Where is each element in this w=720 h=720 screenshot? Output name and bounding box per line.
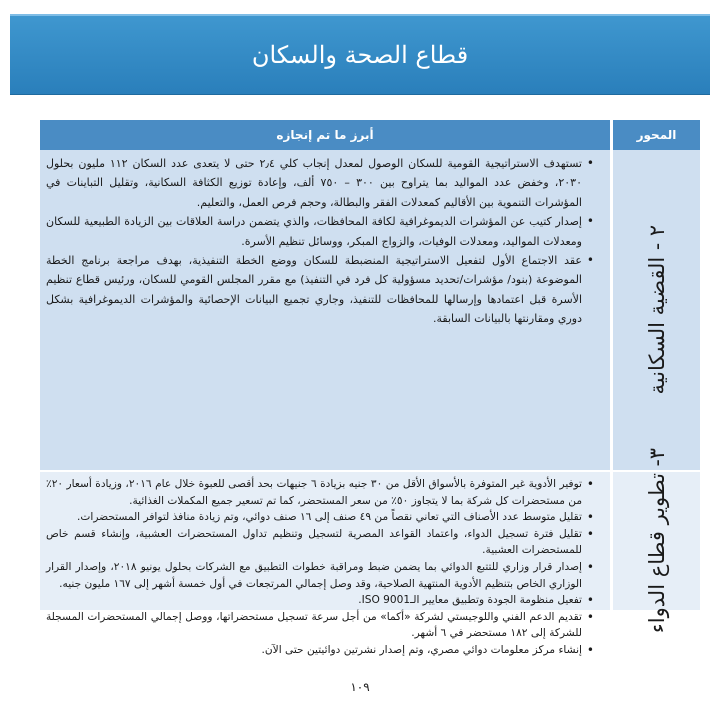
header-achievements: أبرز ما تم إنجازه xyxy=(276,128,374,142)
list-item: • تفعيل منظومة الجودة وتطبيق معايير الـISO 9001. xyxy=(46,592,594,609)
section-pharma xyxy=(40,448,700,656)
list-item: • إنشاء مركز معلومات دوائي مصري، وتم إصدار نشرتين دوائيتين حتى الآن. xyxy=(46,642,594,659)
list-item: • تقليل فترة تسجيل الدواء، واعتماد القواعد المصرية لتسجيل وتنظيم تداول المستحضرات العشبية، وإنشاء قسم خاص للمستحضرات العشبية. xyxy=(46,526,594,559)
list-item: • توفير الأدوية غير المتوفرة بالأسواق الأقل من ٣٠ جنيه بزيادة ٦ جنيهات بحد أقصى للعبوة خلال عام ٢٠١٦، وزيادة أسعار ٢٠٪ من مستحضرات كل شركة بما لا يتجاوز ٥٠٪ من سعر المستحضر، كما تم تسعير جميع المكملات الغذائية. xyxy=(46,476,594,509)
axis-label: ٣- تطوير قطاع الدواء xyxy=(644,448,669,634)
page-banner xyxy=(10,14,710,95)
table-header-row xyxy=(40,120,700,150)
bullet-list xyxy=(40,472,610,659)
section-content xyxy=(40,150,610,470)
header-axis: المحور xyxy=(613,120,701,150)
list-item: • تستهدف الاستراتيجية القومية للسكان الوصول لمعدل إنجاب كلي ٢٫٤ حتى لا يتعدى عدد السكان ١١٢ مليون بحلول ٢٠٣٠، وخفض عدد المواليد بما يتراوح بين ٣٠٠ – ٧٥٠ ألف، وإعادة توزيع الكثافة السكانية، وتقليل التباينات في المؤشرات التنموية بين الأقاليم كمعدلات الفقر والبطالة، وحجم فرص العمل، والتعليم. xyxy=(46,154,594,212)
list-item: • إصدار كتيب عن المؤشرات الديموغرافية لكافة المحافظات، والذي يتضمن دراسة العلاقات بين الزيادة الطبيعية للسكان ومعدلات المواليد، ومعدلات الوفيات، والزواج المبكر، ووسائل تنظيم الأسرة. xyxy=(46,212,594,251)
section-axis-cell xyxy=(613,150,700,470)
list-item: • تقليل متوسط عدد الأصناف التي تعاني نقصاً من ٤٩ صنف إلى ١٦ صنف دوائي، وتم زيادة منافذ لتوافر المستحضرات. xyxy=(46,509,594,526)
bullet-list xyxy=(40,150,610,329)
list-item: • عقد الاجتماع الأول لتفعيل الاستراتيجية المنضبطة للسكان ووضع الخطة التنفيذية، بهدف مراجعة برنامج الخطة الموضوعة (بنود/ مؤشرات/تحديد مسؤولية كل فرد في التنفيذ) مع مقرر المجلس القومي للسكان، ورئيس قطاع تنظيم الأسرة قبل اعتمادها وإرسالها للمحافظات للتنفيذ، وجاري تجميع البيانات الإحصائية والمؤشرات الديموغرافية بشكل دوري ومقارنتها بالبيانات السابقة. xyxy=(46,251,594,329)
section-population xyxy=(40,150,700,470)
list-item: • إصدار قرار وزاري للتتبع الدوائي بما يضمن ضبط ومراقبة خطوات التطبيق مع الشركات بحلول يونيو ٢٠١٨، وإصدار القرار الوزاري الخاص بتنظيم الأدوية المنتهية الصلاحية، وقد وصل إجمالي المرتجعات في أول خمسة أشهر إلى ١٦٧ مليون جنيه. xyxy=(46,559,594,592)
achievements-table xyxy=(40,120,700,656)
list-item: • تقديم الدعم الفني واللوجيستي لشركة «أكما» من أجل سرعة تسجيل مستحضراتها، ووصل إجمالي المستحضرات المسجلة للشركة إلى ١٨٢ مستحضر في ٦ أشهر. xyxy=(46,609,594,642)
page-number: ١٠٩ xyxy=(350,680,370,694)
axis-label: ٢ - القضية السكانية xyxy=(644,225,669,395)
section-axis-cell xyxy=(613,448,700,634)
section-content xyxy=(40,472,610,656)
page-title: قطاع الصحة والسكان xyxy=(251,41,469,69)
